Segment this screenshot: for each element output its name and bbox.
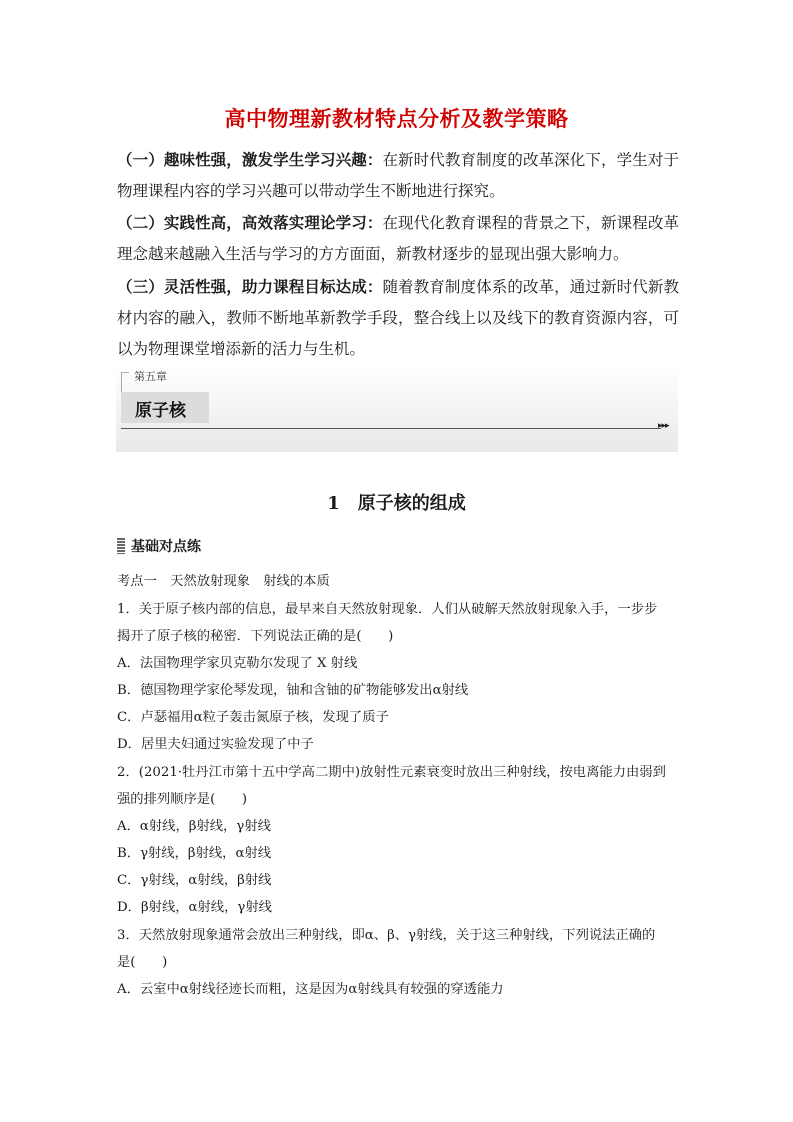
intro-heading-1: （一）趣味性强，激发学生学习兴趣： <box>117 151 383 169</box>
intro-paragraph-2 <box>117 208 679 270</box>
chapter-bracket-horizontal <box>121 372 129 373</box>
chapter-arrows-icon: ▸▸▸ <box>658 421 669 431</box>
question-1-option-d: D．居里夫妇通过实验发现了中子 <box>117 737 314 752</box>
question-2-option-c: C．γ射线，α射线，β射线 <box>117 873 272 888</box>
page-title: 高中物理新教材特点分析及教学策略 <box>224 107 569 131</box>
intro-paragraph-1 <box>117 145 679 207</box>
question-1-option-c: C．卢瑟福用α粒子轰击氮原子核，发现了质子 <box>117 710 389 725</box>
question-2-option-d: D．β射线，α射线，γ射线 <box>117 900 272 915</box>
question-2-stem-line-2: 强的排列顺序是( ) <box>117 792 248 807</box>
question-1-stem-line-1: 1．关于原子核内部的信息，最早来自天然放射现象．人们从破解天然放射现象入手，一步步 <box>117 602 658 617</box>
question-2-stem-line-1: 2．(2021·牡丹江市第十五中学高二期中)放射性元素衰变时放出三种射线，按电离能力由弱到 <box>117 765 666 780</box>
question-1-option-b: B．德国物理学家伦琴发现，铀和含铀的矿物能够发出α射线 <box>117 683 469 698</box>
question-1-option-a: A．法国物理学家贝克勒尔发现了 X 射线 <box>117 656 358 671</box>
question-1-stem-line-2: 揭开了原子核的秘密．下列说法正确的是( ) <box>117 629 394 644</box>
question-3-stem-line-2: 是( ) <box>117 955 168 970</box>
intro-heading-2: （二）实践性高，高效落实理论学习： <box>117 214 383 232</box>
subsection-label: 基础对点练 <box>131 539 201 555</box>
intro-heading-3: （三）灵活性强，助力课程目标达成： <box>117 278 383 296</box>
subsection-heading <box>117 536 201 556</box>
question-2-option-a: A．α射线，β射线，γ射线 <box>117 819 271 834</box>
question-2-option-b: B．γ射线，β射线，α射线 <box>117 846 272 861</box>
intro-text-3: 随着教育制度体系的改革，通过新时代新教材内容的融入，教师不断地革新教学手段，整合线上以及线下的教育资源内容，可以为物理课堂增添新的活力与生机。 <box>117 278 679 358</box>
intro-text-1: 在新时代教育制度的改革深化下，学生对于物理课程内容的学习兴趣可以带动学生不断地进行探究。 <box>117 151 679 200</box>
section-bar-icon <box>117 538 125 554</box>
chapter-label: 第五章 <box>134 370 167 383</box>
question-3-option-a: A．云室中α射线径迹长而粗，这是因为α射线具有较强的穿透能力 <box>117 982 504 997</box>
question-3-stem-line-1: 3．天然放射现象通常会放出三种射线，即α、β、γ射线，关于这三种射线，下列说法正确的 <box>117 928 656 943</box>
intro-paragraph-3 <box>117 272 679 365</box>
intro-text-2: 在现代化教育课程的背景之下，新课程改革理念越来越融入生活与学习的方方面面，新教材逐步的显现出强大影响力。 <box>117 214 679 263</box>
topic-label: 考点一 天然放射现象 射线的本质 <box>117 574 330 589</box>
chapter-rule <box>121 428 661 429</box>
section-title: 1 原子核的组成 <box>327 493 466 514</box>
chapter-name: 原子核 <box>135 401 186 421</box>
